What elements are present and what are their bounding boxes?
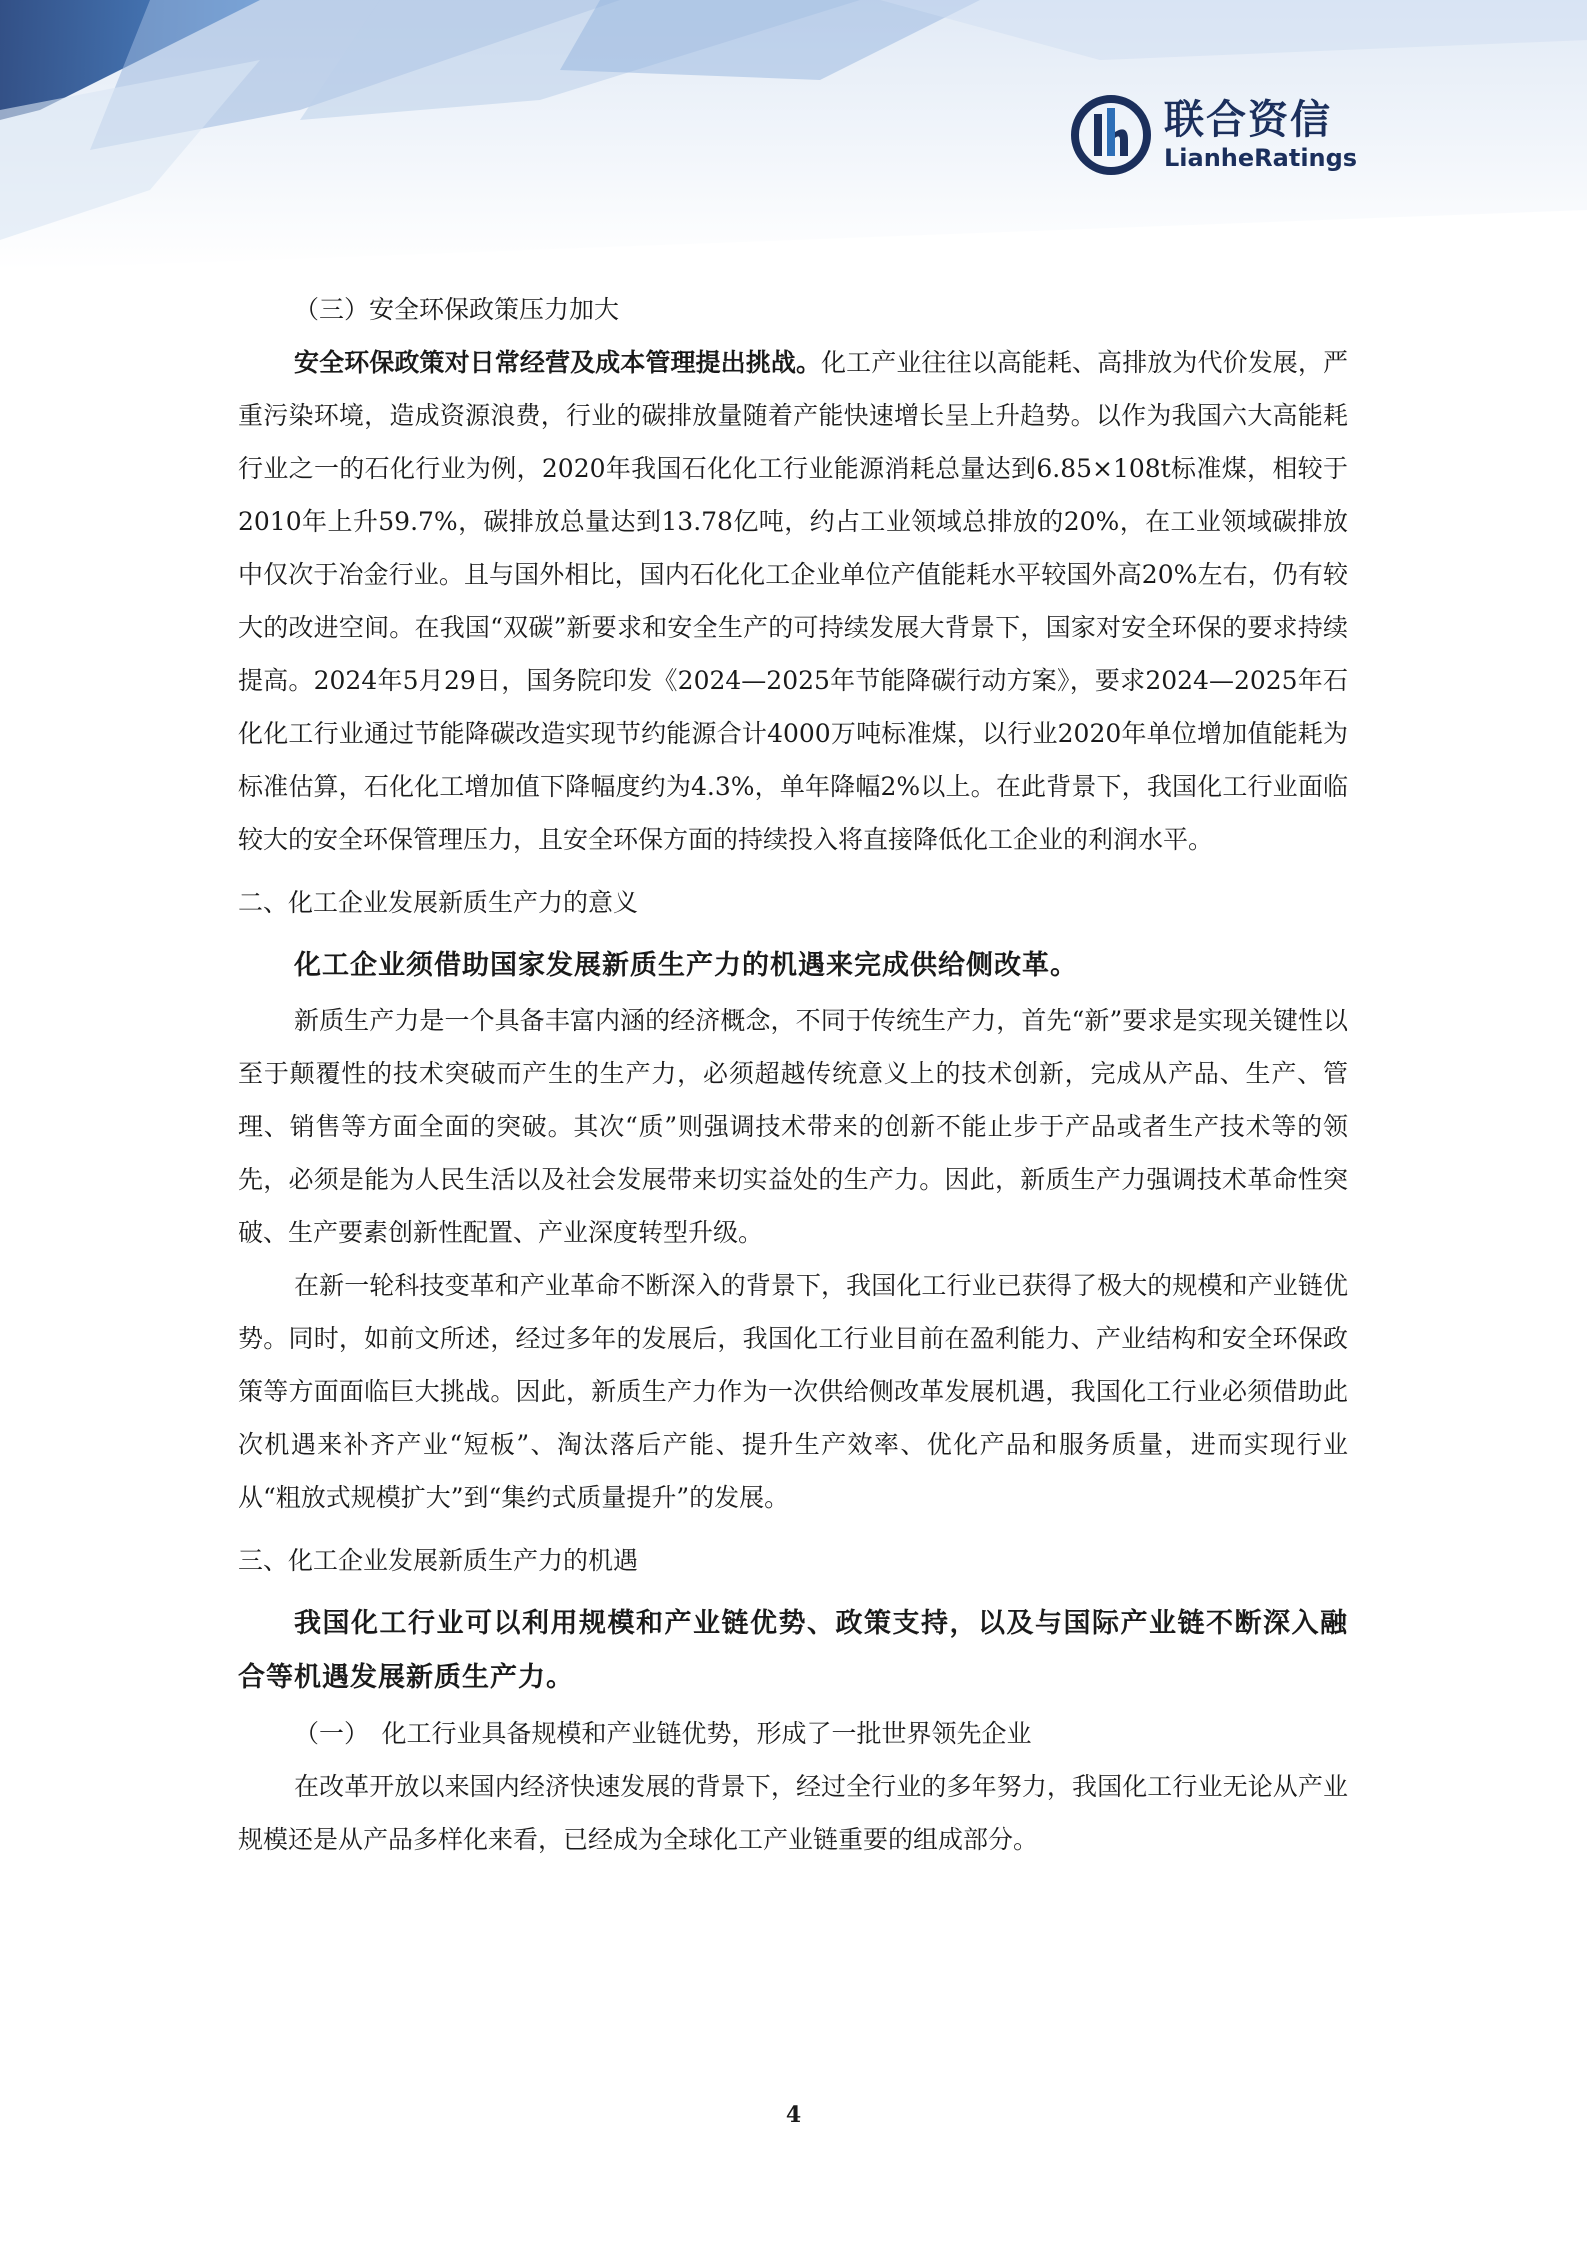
brand-name-cn: 联合资信	[1164, 97, 1332, 143]
section-heading-2: 二、化工企业发展新质生产力的意义	[238, 888, 639, 917]
paragraph-text: 化工产业往往以高能耗、高排放为代价发展，严重污染环境，造成资源浪费，行业的碳排放量随着产能快速增长呈上升趋势。以作为我国六大高能耗行业之一的石化行业为例，2020年我国石化化工行业能源消耗总量达到6.85×108t标准煤，相较于2010年上升59.7%，碳排放总量达到13.78亿吨，约占工业领域总排放的20%，在工业领域碳排放中仅次于冶金行业。且与国外相比，国内石化化工企业单位产值能耗水平较国外高20%左右，仍有较大的改进空间。在我国“双碳”新要求和安全生产的可持续发展大背景下，国家对安全环保的要求持续提高。2024年5月29日，国务院印发《2024—2025年节能降碳行动方案》，要求2024—2025年石化化工行业通过节能降碳改造实现节约能源合计4000万吨标准煤，以行业2020年单位增加值能耗为标准估算，石化化工增加值下降幅度约为4.3%，单年降幅2%以上。在此背景下，我国化工行业面临较大的安全环保管理压力，且安全环保方面的持续投入将直接降低化工企业的利润水平。	[238, 348, 1348, 854]
section-callout: 我国化工行业可以利用规模和产业链优势、政策支持，以及与国际产业链不断深入融合等机遇发展新质生产力。	[238, 1608, 1348, 1693]
section-callout: 化工企业须借助国家发展新质生产力的机遇来完成供给侧改革。	[294, 950, 1078, 981]
brand-logo	[1070, 90, 1357, 180]
lianhe-logo-icon	[1070, 94, 1152, 176]
page-number: 4	[785, 2102, 802, 2128]
paragraph: 在新一轮科技变革和产业革命不断深入的背景下，我国化工行业已获得了极大的规模和产业链优势。同时，如前文所述，经过多年的发展后，我国化工行业目前在盈利能力、产业结构和安全环保政策等方面面临巨大挑战。因此，新质生产力作为一次供给侧改革发展机遇，我国化工行业必须借助此次机遇来补齐产业“短板”、淘汰落后产能、提升生产效率、优化产品和服务质量，进而实现行业从“粗放式规模扩大”到“集约式质量提升”的发展。	[238, 1271, 1348, 1512]
paragraph	[238, 336, 1348, 866]
subsection-heading-1: （一） 化工行业具备规模和产业链优势，形成了一批世界领先企业	[294, 1719, 1032, 1748]
paragraph: 新质生产力是一个具备丰富内涵的经济概念，不同于传统生产力，首先“新”要求是实现关键性以至于颠覆性的技术突破而产生的生产力，必须超越传统意义上的技术创新，完成从产品、生产、管理、销售等方面全面的突破。其次“质”则强调技术带来的创新不能止步于产品或者生产技术等的领先，必须是能为人民生活以及社会发展带来切实益处的生产力。因此，新质生产力强调技术革命性突破、生产要素创新性配置、产业深度转型升级。	[238, 1006, 1348, 1247]
brand-name-en: LianheRatings	[1164, 144, 1358, 172]
subsection-heading-3: （三）安全环保政策压力加大	[294, 295, 620, 324]
section-heading-3: 三、化工企业发展新质生产力的机遇	[238, 1546, 639, 1575]
paragraph: 在改革开放以来国内经济快速发展的背景下，经过全行业的多年努力，我国化工行业无论从产业规模还是从产品多样化来看，已经成为全球化工产业链重要的组成部分。	[238, 1772, 1348, 1854]
document-body	[238, 283, 1348, 1866]
paragraph-lead: 安全环保政策对日常经营及成本管理提出挑战。	[294, 348, 822, 377]
